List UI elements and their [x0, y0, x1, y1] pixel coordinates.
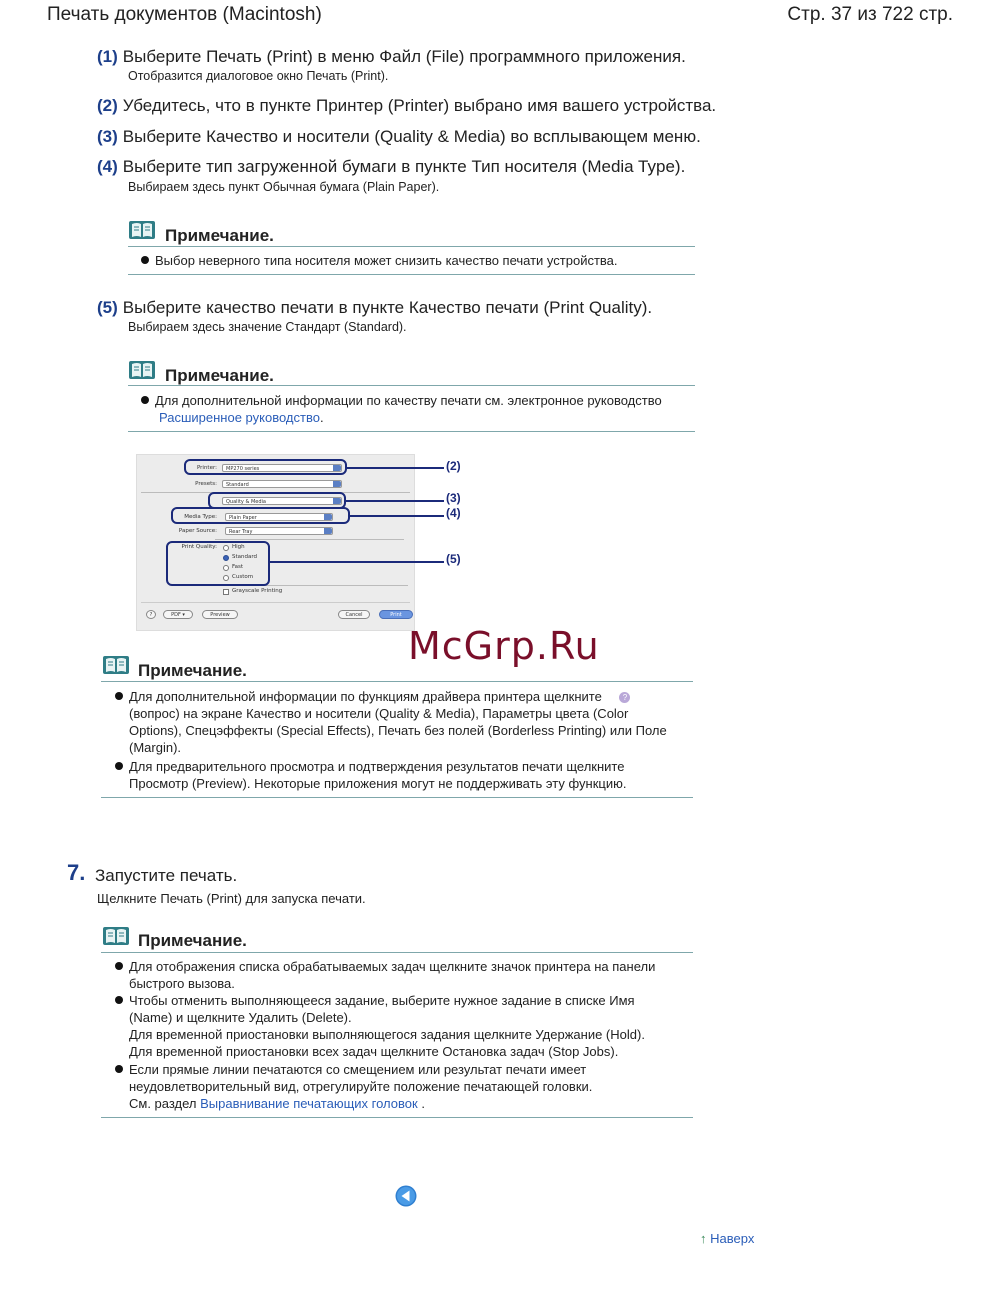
callout-5: (5): [446, 552, 461, 566]
note-3-item-1: Для дополнительной информации по функциям драйвера принтера щелкните ? (вопрос) на экране Качество и носители (Quality & Media), Параметры цвета (Color Options), Спецэффекты (Special Effects), Печать без полей (Borderless Printing) или Поле (Margin).: [115, 688, 709, 756]
note-1-heading: Примечание.: [165, 226, 274, 245]
note-3: [102, 655, 130, 680]
step-4: (4) Выберите тип загруженной бумаги в пункте Тип носителя (Media Type).: [97, 157, 686, 176]
step-1-sub: Отобразится диалоговое окно Печать (Print).: [128, 69, 389, 83]
bullet-icon: [115, 692, 123, 700]
step-4-sub: Выбираем здесь пункт Обычная бумага (Plain Paper).: [128, 180, 440, 194]
note-4-heading: Примечание.: [138, 931, 247, 950]
note-3-bottom-rule: [101, 797, 693, 798]
bullet-icon: [141, 396, 149, 404]
step-7-number: 7.: [67, 860, 86, 885]
preview-button[interactable]: Preview: [202, 610, 238, 619]
pdf-button[interactable]: PDF ▾: [163, 610, 193, 619]
print-button[interactable]: Print: [379, 610, 413, 619]
step-5: (5) Выберите качество печати в пункте Качество печати (Print Quality).: [97, 298, 653, 317]
back-arrow-icon: [395, 1185, 417, 1207]
advanced-guide-link[interactable]: Расширенное руководство: [159, 410, 320, 425]
note-3-top-rule: [101, 681, 693, 682]
step-2: (2) Убедитесь, что в пункте Принтер (Printer) выбрано имя вашего устройства.: [97, 96, 717, 115]
note-4: [102, 926, 130, 951]
back-to-top-link[interactable]: ↑ Наверх: [700, 1231, 755, 1246]
step-3: (3) Выберите Качество и носители (Quality & Media) во всплывающем меню.: [97, 127, 701, 146]
book-icon: [128, 360, 156, 380]
note-4-bottom-rule: [101, 1117, 693, 1118]
printer-label: Printer:: [196, 465, 217, 471]
book-icon: [128, 220, 156, 240]
paper-source-popup: Rear Tray: [225, 527, 333, 535]
bullet-icon: [141, 256, 149, 264]
callout-line-3: [346, 500, 444, 502]
page-title: Печать документов (Macintosh): [47, 4, 322, 25]
radio-fast-label: Fast: [232, 564, 244, 570]
note-3-heading: Примечание.: [138, 661, 247, 680]
watermark: McGrp.Ru: [408, 624, 600, 668]
note-4-item-2: Чтобы отменить выполняющееся задание, выберите нужное задание в списке Имя (Name) и щелкните Удалить (Delete). Для временной приостановки выполняющегося задания щелкните Удержание (Hold). Для временной приостановки всех задач щелкните Остановка задач (Stop Jobs).: [115, 992, 709, 1060]
presets-popup: Standard: [222, 480, 342, 488]
step-5-sub: Выбираем здесь значение Стандарт (Standard).: [128, 320, 407, 334]
note-2-item: Для дополнительной информации по качеству печати см. электронное руководство Расширенное руководство.: [141, 392, 705, 426]
highlight-media-type: [171, 507, 350, 524]
head-alignment-link[interactable]: Выравнивание печатающих головок: [200, 1096, 418, 1111]
grayscale-label: Grayscale Printing: [232, 588, 283, 594]
note-2-bottom-rule: [128, 431, 695, 432]
media-type-popup: Plain Paper: [225, 513, 333, 521]
callout-line-5: [270, 561, 444, 563]
note-1-item: Выбор неверного типа носителя может снизить качество печати устройства.: [141, 252, 705, 269]
highlight-printer: [184, 459, 347, 475]
help-button[interactable]: ?: [146, 610, 156, 619]
callout-3: (3): [446, 491, 461, 505]
note-4-top-rule: [101, 952, 693, 953]
callout-line-2: [347, 467, 444, 469]
note-2-heading: Примечание.: [165, 366, 274, 385]
print-quality-label: Print Quality:: [181, 544, 217, 550]
highlight-print-quality: [166, 541, 270, 586]
note-1: [128, 220, 156, 245]
bullet-icon: [115, 762, 123, 770]
book-icon: [102, 655, 130, 675]
radio-custom-label: Custom: [232, 574, 254, 580]
dialog-divider: [215, 539, 404, 540]
step-7-title: Запустите печать.: [95, 866, 238, 885]
step-7-sub: Щелкните Печать (Print) для запуска печати.: [97, 891, 366, 906]
note-1-bottom-rule: [128, 274, 695, 275]
note-1-top-rule: [128, 246, 695, 247]
bullet-icon: [115, 1065, 123, 1073]
bullet-icon: [115, 962, 123, 970]
callout-2: (2): [446, 459, 461, 473]
up-arrow-icon: ↑: [700, 1231, 707, 1246]
note-4-item-3: Если прямые линии печатаются со смещением или результат печати имеет неудовлетворительный вид, отрегулируйте положение печатающей головки. См. раздел Выравнивание печатающих головок .: [115, 1061, 709, 1112]
step-1: (1) Выберите Печать (Print) в меню Файл (File) программного приложения.: [97, 47, 686, 66]
page-counter: Стр. 37 из 722 стр.: [787, 4, 953, 25]
note-4-item-1: Для отображения списка обрабатываемых задач щелкните значок принтера на панели быстрого вызова.: [115, 958, 709, 992]
note-2: [128, 360, 156, 385]
dialog-divider: [141, 602, 410, 603]
panel-popup: Quality & Media: [222, 497, 342, 505]
book-icon: [102, 926, 130, 946]
cancel-button[interactable]: Cancel: [338, 610, 370, 619]
radio-standard-label: Standard: [232, 554, 258, 560]
paper-source-label: Paper Source:: [178, 528, 217, 534]
media-type-label: Media Type:: [184, 514, 217, 520]
radio-high-label: High: [232, 544, 245, 550]
print-dialog-screenshot: [136, 454, 415, 631]
printer-popup: MP270 series: [222, 464, 342, 472]
grayscale-checkbox[interactable]: [223, 589, 229, 595]
callout-4: (4): [446, 506, 461, 520]
callout-line-4: [350, 515, 444, 517]
note-2-top-rule: [128, 385, 695, 386]
bullet-icon: [115, 996, 123, 1004]
back-button[interactable]: [395, 1185, 417, 1207]
note-3-item-2: Для предварительного просмотра и подтверждения результатов печати щелкните Просмотр (Preview). Некоторые приложения могут не поддерживать эту функцию.: [115, 758, 709, 792]
presets-label: Presets:: [195, 481, 217, 487]
help-question-icon: ?: [619, 692, 630, 703]
